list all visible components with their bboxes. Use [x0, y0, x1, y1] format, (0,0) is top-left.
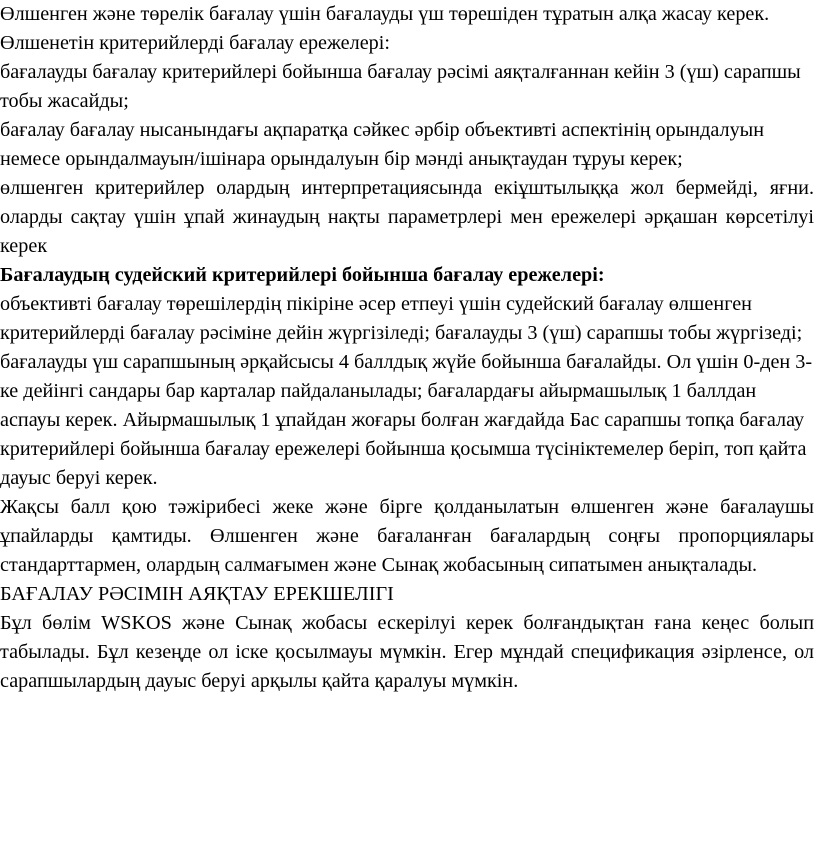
section-heading-completion: БАҒАЛАУ РӘСІМІН АЯҚТАУ ЕРЕКШЕЛІГІ: [0, 583, 394, 605]
paragraph-rule-objective-aspect: бағалау бағалау нысанындағы ақпаратқа сәйкес әрбір объективті аспектінің орындалуын немесе орындалмауын/ішінара орындалуын бір мәнді анықтаудан тұруы керек;: [0, 119, 765, 170]
paragraph-good-practice: Жақсы балл қою тәжірибесі жеке және бірге қолданылатын өлшенген және бағалаушы ұпайларды қамтиды. Өлшенген және бағаланған бағалардың соңғы пропорциялары стандарттармен, олардың салмағымен және Сынақ жобасының сипатымен анықталады.: [0, 496, 814, 576]
paragraph-rule-expert-group: бағалауды бағалау критерийлері бойынша бағалау рәсімі аяқталғаннан кейін 3 (үш) сарапшы тобы жасайды;: [0, 61, 801, 112]
paragraph-rule-no-ambiguity: өлшенген критерийлер олардың интерпретациясында екіұштылыққа жол бермейді, яғни. оларды сақтау үшін ұпай жинаудың нақты параметрлері мен ережелері әрқашан көрсетілуі керек: [0, 177, 814, 257]
paragraph-judgement-procedure: объективті бағалау төрешілердің пікіріне әсер етпеуі үшін судейский бағалау өлшенген критерийлерді бағалау рәсіміне дейін жүргізіледі; бағалауды 3 (үш) сарапшы тобы жүргізеді; бағалауды үш сарапшының әрқайсысы 4 баллдық жүйе бойынша бағалайды. Ол үшін 0-ден 3-ке дейінгі сандары бар карталар пайдаланылады; бағалардағы айырмашылық 1 баллдан аспауы керек. Айырмашылық 1 ұпайдан жоғары болған жағдайда Бас сарапшы топқа бағалау критерийлері бойынша бағалау ережелері бойынша қосымша түсініктемелер беріп, топ қайта дауыс беруі керек.: [0, 293, 813, 489]
paragraph-judgement-rules-heading: Бағалаудың судейский критерийлері бойынша бағалау ережелері:: [0, 264, 605, 286]
paragraph-panel-intro: Өлшенген және төрелік бағалау үшін бағалауды үш төрешіден тұратын алқа жасау керек.: [0, 3, 770, 25]
paragraph-measurable-rules-heading: Өлшенетін критерийлерді бағалау ережелері:: [0, 32, 390, 54]
paragraph-section-note: Бұл бөлім WSKOS және Сынақ жобасы ескерілуі керек болғандықтан ғана кеңес болып табылады. Бұл кезеңде ол іске қосылмауы мүмкін. Егер мұндай спецификация әзірленсе, ол сарапшылардың дауыс беруі арқылы қайта қаралуы мүмкін.: [0, 612, 814, 692]
